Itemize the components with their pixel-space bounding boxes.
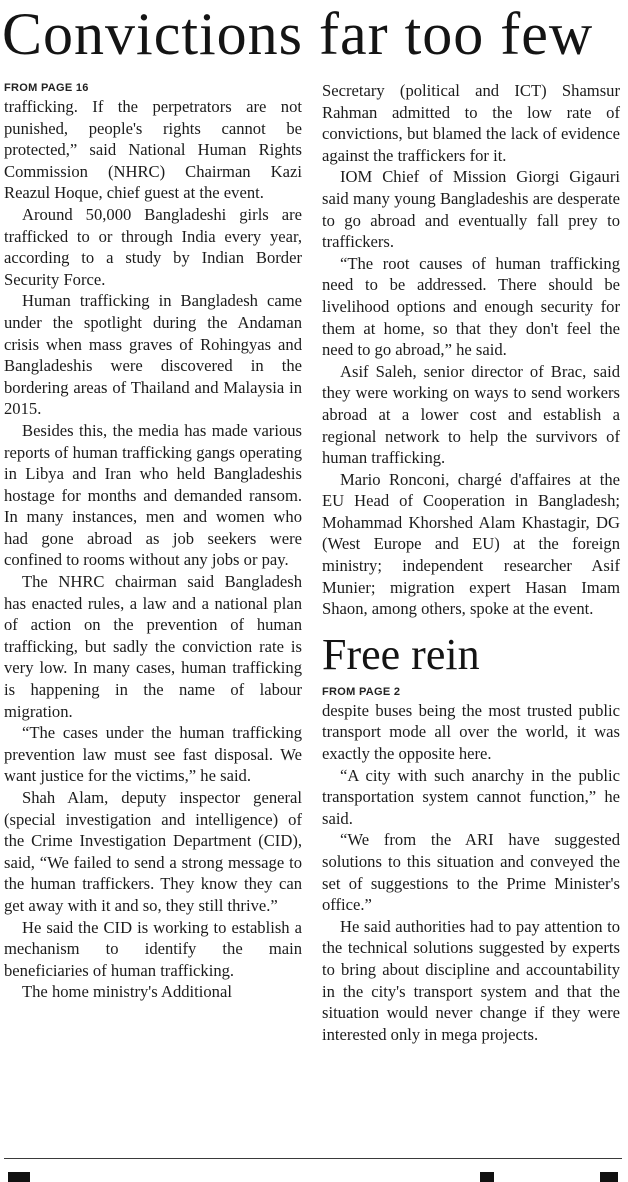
article-paragraph: “The root causes of human trafficking need to be addressed. There should be livelihood options and enough security for them at home, so that they don't feel the need to go abroad,” he said. — [322, 253, 620, 360]
cropped-text-fragment — [600, 1172, 618, 1182]
from-page-label: FROM PAGE 2 — [322, 685, 401, 698]
article-paragraph: Asif Saleh, senior director of Brac, said they were working on ways to send workers abroad at a lower cost and establish a regional network to help the survivors of human trafficking. — [322, 361, 620, 468]
article-paragraph: The home ministry's Additional — [22, 982, 232, 1002]
article-paragraph: Around 50,000 Bangladeshi girls are trafficked to or through India every year, according to a study by Indian Border Security Force. — [4, 204, 302, 289]
article-paragraph: Mario Ronconi, chargé d'affaires at the EU Head of Cooperation in Bangladesh; Mohammad Khorshed Alam Khastagir, DG (West Europe and EU) at the foreign ministry; independent researcher Asif Munier; migration expert Hasan Imam Shaon, among others, spoke at the event. — [322, 469, 620, 619]
article-paragraph: “The cases under the human trafficking prevention law must see fast disposal. We want justice for the victims,” he said. — [4, 723, 302, 786]
bottom-divider — [4, 1158, 622, 1159]
from-page-label: FROM PAGE 16 — [4, 82, 89, 94]
cropped-text-fragment — [480, 1172, 494, 1182]
article-paragraph: He said authorities had to pay attention to the technical solutions suggested by experts to bring about discipline and accountability in the city's transport system and that the situation would never change if they were interested only in mega projects. — [322, 916, 620, 1044]
article-paragraph: Besides this, the media has made various reports of human trafficking gangs operating in Libya and Iran who held Bangladeshis hostage for months and demanded ransom. In many instances, men and women who had gone abroad as job seekers were confined to rooms without any jobs or pay. — [4, 420, 302, 570]
article-paragraph: “A city with such anarchy in the public transportation system cannot function,” he said. — [322, 765, 620, 828]
article-column-left — [4, 80, 302, 1003]
article-paragraph: “We from the ARI have suggested solutions to this situation and conveyed the set of suggestions to the Prime Minister's office.” — [322, 830, 620, 915]
article-paragraph: Secretary (political and ICT) Shamsur Rahman admitted to the low rate of convictions, but blamed the lack of evidence against the traffickers for it. — [322, 81, 620, 165]
article-paragraph: Shah Alam, deputy inspector general (special investigation and intelligence) of the Crime Investigation Department (CID), said, “We failed to send a strong message to the human traffickers. They know they can get away with it and so, they still thrive.” — [4, 788, 302, 915]
headline-free-rein: Free rein — [322, 629, 480, 679]
cropped-text-fragment — [8, 1172, 30, 1182]
article-paragraph: despite buses being the most trusted public transport mode all over the world, it was exactly the opposite here. — [322, 700, 620, 764]
article-paragraph: trafficking. If the perpetrators are not punished, people's rights cannot be protected,” said National Human Rights Commission (NHRC) Chairman Kazi Reazul Hoque, chief guest at the event. — [4, 97, 302, 203]
article-column-right — [322, 80, 620, 1045]
article-paragraph: He said the CID is working to establish a mechanism to identify the main beneficiaries of human trafficking. — [4, 917, 302, 980]
headline-convictions: Convictions far too few — [2, 1, 594, 67]
article-paragraph: IOM Chief of Mission Giorgi Gigauri said many young Bangladeshis are desperate to go abroad and eventually fall prey to traffickers. — [322, 167, 620, 252]
article-paragraph: Human trafficking in Bangladesh came under the spotlight during the Andaman crisis when mass graves of Rohingyas and Bangladeshis were discovered in the bordering areas of Thailand and Malaysia in 2015. — [4, 291, 302, 419]
article-paragraph: The NHRC chairman said Bangladesh has enacted rules, a law and a national plan of action on the prevention of human trafficking, but sadly the conviction rate is very low. In many cases, human trafficking is happening in the name of labour migration. — [4, 572, 302, 721]
